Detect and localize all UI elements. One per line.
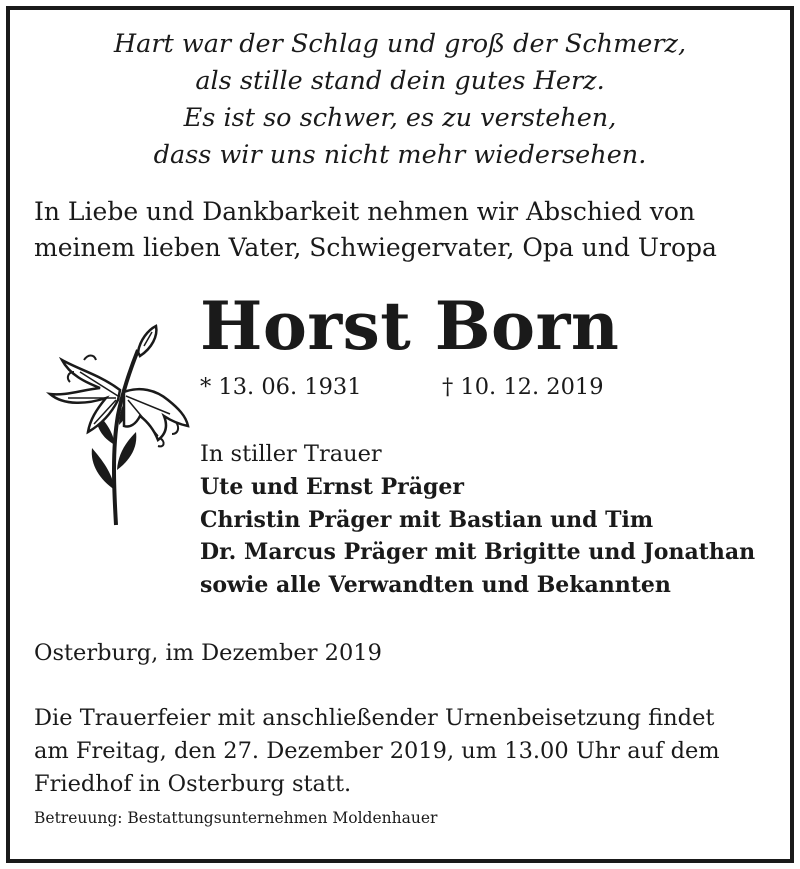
mourners-intro: In stiller Trauer (200, 441, 382, 467)
poem-line: dass wir uns nicht mehr wiedersehen. (153, 140, 647, 170)
lily-icon (40, 320, 190, 530)
poem-line: als stille stand dein gutes Herz. (195, 66, 605, 96)
place-date: Osterburg, im Dezember 2019 (34, 640, 382, 666)
poem-line: Es ist so schwer, es zu verstehen, (183, 103, 617, 133)
ceremony-line: Friedhof in Osterburg statt. (34, 771, 352, 797)
ceremony-info (34, 702, 720, 801)
poem (0, 26, 800, 174)
mourner: Ute und Ernst Präger (200, 474, 464, 500)
deceased-name: Horst Born (200, 287, 620, 365)
poem-line: Hart war der Schlag und groß der Schmerz, (113, 29, 687, 59)
farewell-intro-line: In Liebe und Dankbarkeit nehmen wir Abschied von (34, 197, 696, 226)
death-date: † 10. 12. 2019 (442, 374, 604, 400)
mourner: Dr. Marcus Präger mit Brigitte und Jonathan (200, 539, 756, 565)
mourners-list (200, 471, 755, 601)
mourner: sowie alle Verwandten und Bekannten (200, 571, 671, 598)
funeral-home-credit: Betreuung: Bestattungsunternehmen Moldenhauer (34, 809, 438, 827)
farewell-intro-line: meinem lieben Vater, Schwiegervater, Opa und Uropa (34, 233, 717, 262)
birth-date: * 13. 06. 1931 (200, 374, 362, 400)
ceremony-line: am Freitag, den 27. Dezember 2019, um 13.00 Uhr auf dem (34, 738, 720, 764)
ceremony-line: Die Trauerfeier mit anschließender Urnenbeisetzung findet (34, 705, 715, 731)
mourner: Christin Präger mit Bastian und Tim (200, 506, 654, 533)
farewell-intro (34, 194, 717, 266)
